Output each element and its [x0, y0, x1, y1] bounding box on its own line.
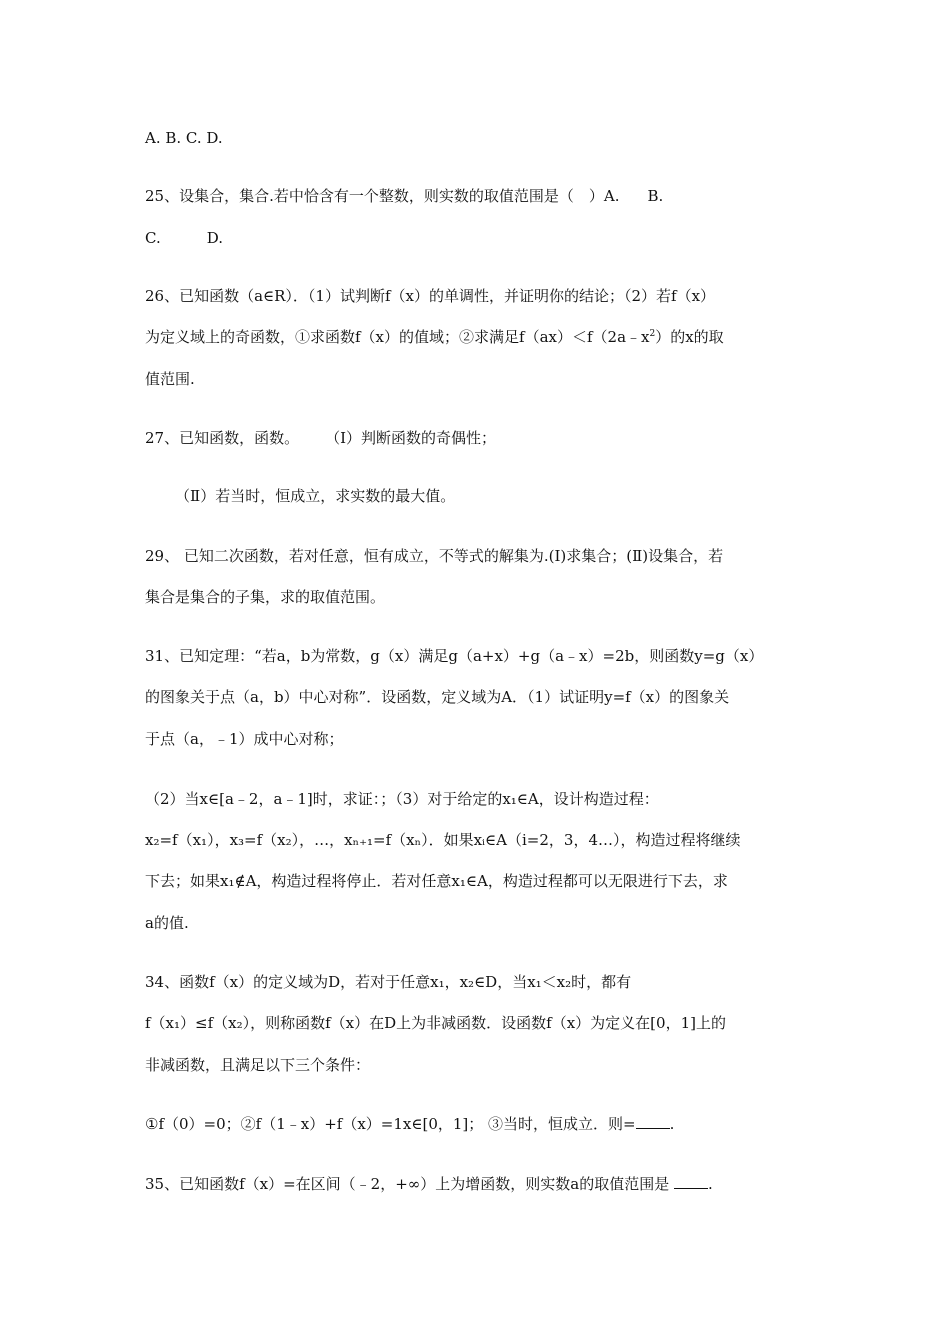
q31-line-1: 31、已知定理：“若a，b为常数，g（x）满足g（a+x）+g（a﹣x）=2b，则函数y=g（x）: [145, 647, 764, 665]
q35-stem: 35、已知函数f（x）=在区间（﹣2，+∞）上为增函数，则实数a的取值范围是: [145, 1175, 674, 1193]
q31-line-7: a的值.: [145, 914, 189, 932]
q25-option-b: B.: [647, 187, 664, 205]
q29-line-1: 29、 已知二次函数，若对任意，恒有成立，不等式的解集为.(Ⅰ)求集合；(Ⅱ)设集合，若: [145, 547, 724, 565]
q31-line-4: （2）当x∈[a﹣2，a﹣1]时，求证：；（3）对于给定的x₁∈A，设计构造过程：: [145, 790, 659, 808]
q26-line-2-tail: ）的x的取: [655, 328, 724, 346]
q24-options: A. B. C. D.: [145, 129, 223, 147]
q26-line-3: 值范围.: [145, 370, 195, 388]
q25-line-1: [145, 186, 810, 206]
q35-answer-blank: [674, 1174, 708, 1189]
q31-line-6: 下去；如果x₁∉A，构造过程将停止．若对任意x₁∈A，构造过程都可以无限进行下去，求: [145, 872, 728, 890]
q34-period: .: [669, 1115, 675, 1133]
q26-superscript: 2: [649, 329, 656, 339]
q27-line-1: [145, 428, 810, 448]
q31-line-5: x₂=f（x₁），x₃=f（x₂），…，xₙ₊₁=f（xₙ）．如果xᵢ∈A（i=2，3，4…），构造过程将继续: [145, 831, 741, 849]
q25-option-d: D.: [206, 229, 223, 247]
q34-line-2: f（x₁）≤f（x₂），则称函数f（x）在D上为非减函数．设函数f（x）为定义在[0，1]上的: [145, 1014, 726, 1032]
q26-line-2-text: 为定义域上的奇函数，①求函数f（x）的值域；②求满足f（ax）＜f（2a﹣x: [145, 328, 650, 346]
q25-option-c: C.: [145, 229, 161, 247]
q27-part-1: （Ⅰ）判断函数的奇偶性；: [325, 429, 497, 447]
q27-line-2: （Ⅱ）若当时，恒成立，求实数的最大值。: [175, 487, 456, 505]
q34-conditions: ①f（0）=0；②f（1﹣x）+f（x）=1x∈[0，1]； ③当时，恒成立．则=: [145, 1115, 636, 1133]
q34-line-3: 非减函数，且满足以下三个条件：: [145, 1056, 371, 1074]
q35-period: .: [708, 1175, 713, 1193]
q29-line-2: 集合是集合的子集，求的取值范围。: [145, 588, 386, 606]
q26-line-1: 26、已知函数（a∈R）．（1）试判断f（x）的单调性，并证明你的结论；（2）若f（x）: [145, 287, 716, 305]
q25-line-2: [145, 228, 810, 248]
q31-line-3: 于点（a，﹣1）成中心对称；: [145, 730, 344, 748]
q34-line-4: [145, 1114, 810, 1134]
q26-line-2: [145, 327, 810, 347]
q35-line-1: [145, 1174, 810, 1194]
q34-answer-blank: [636, 1114, 670, 1129]
q31-line-2: 的图象关于点（a，b）中心对称”．设函数，定义域为A．（1）试证明y=f（x）的图象关: [145, 688, 730, 706]
q25-stem: 25、设集合，集合.若中恰含有一个整数，则实数的取值范围是（ ）A.: [145, 187, 620, 205]
q27-stem: 27、已知函数，函数。: [145, 429, 300, 447]
q34-line-1: 34、函数f（x）的定义域为D，若对于任意x₁，x₂∈D，当x₁＜x₂时，都有: [145, 973, 632, 991]
